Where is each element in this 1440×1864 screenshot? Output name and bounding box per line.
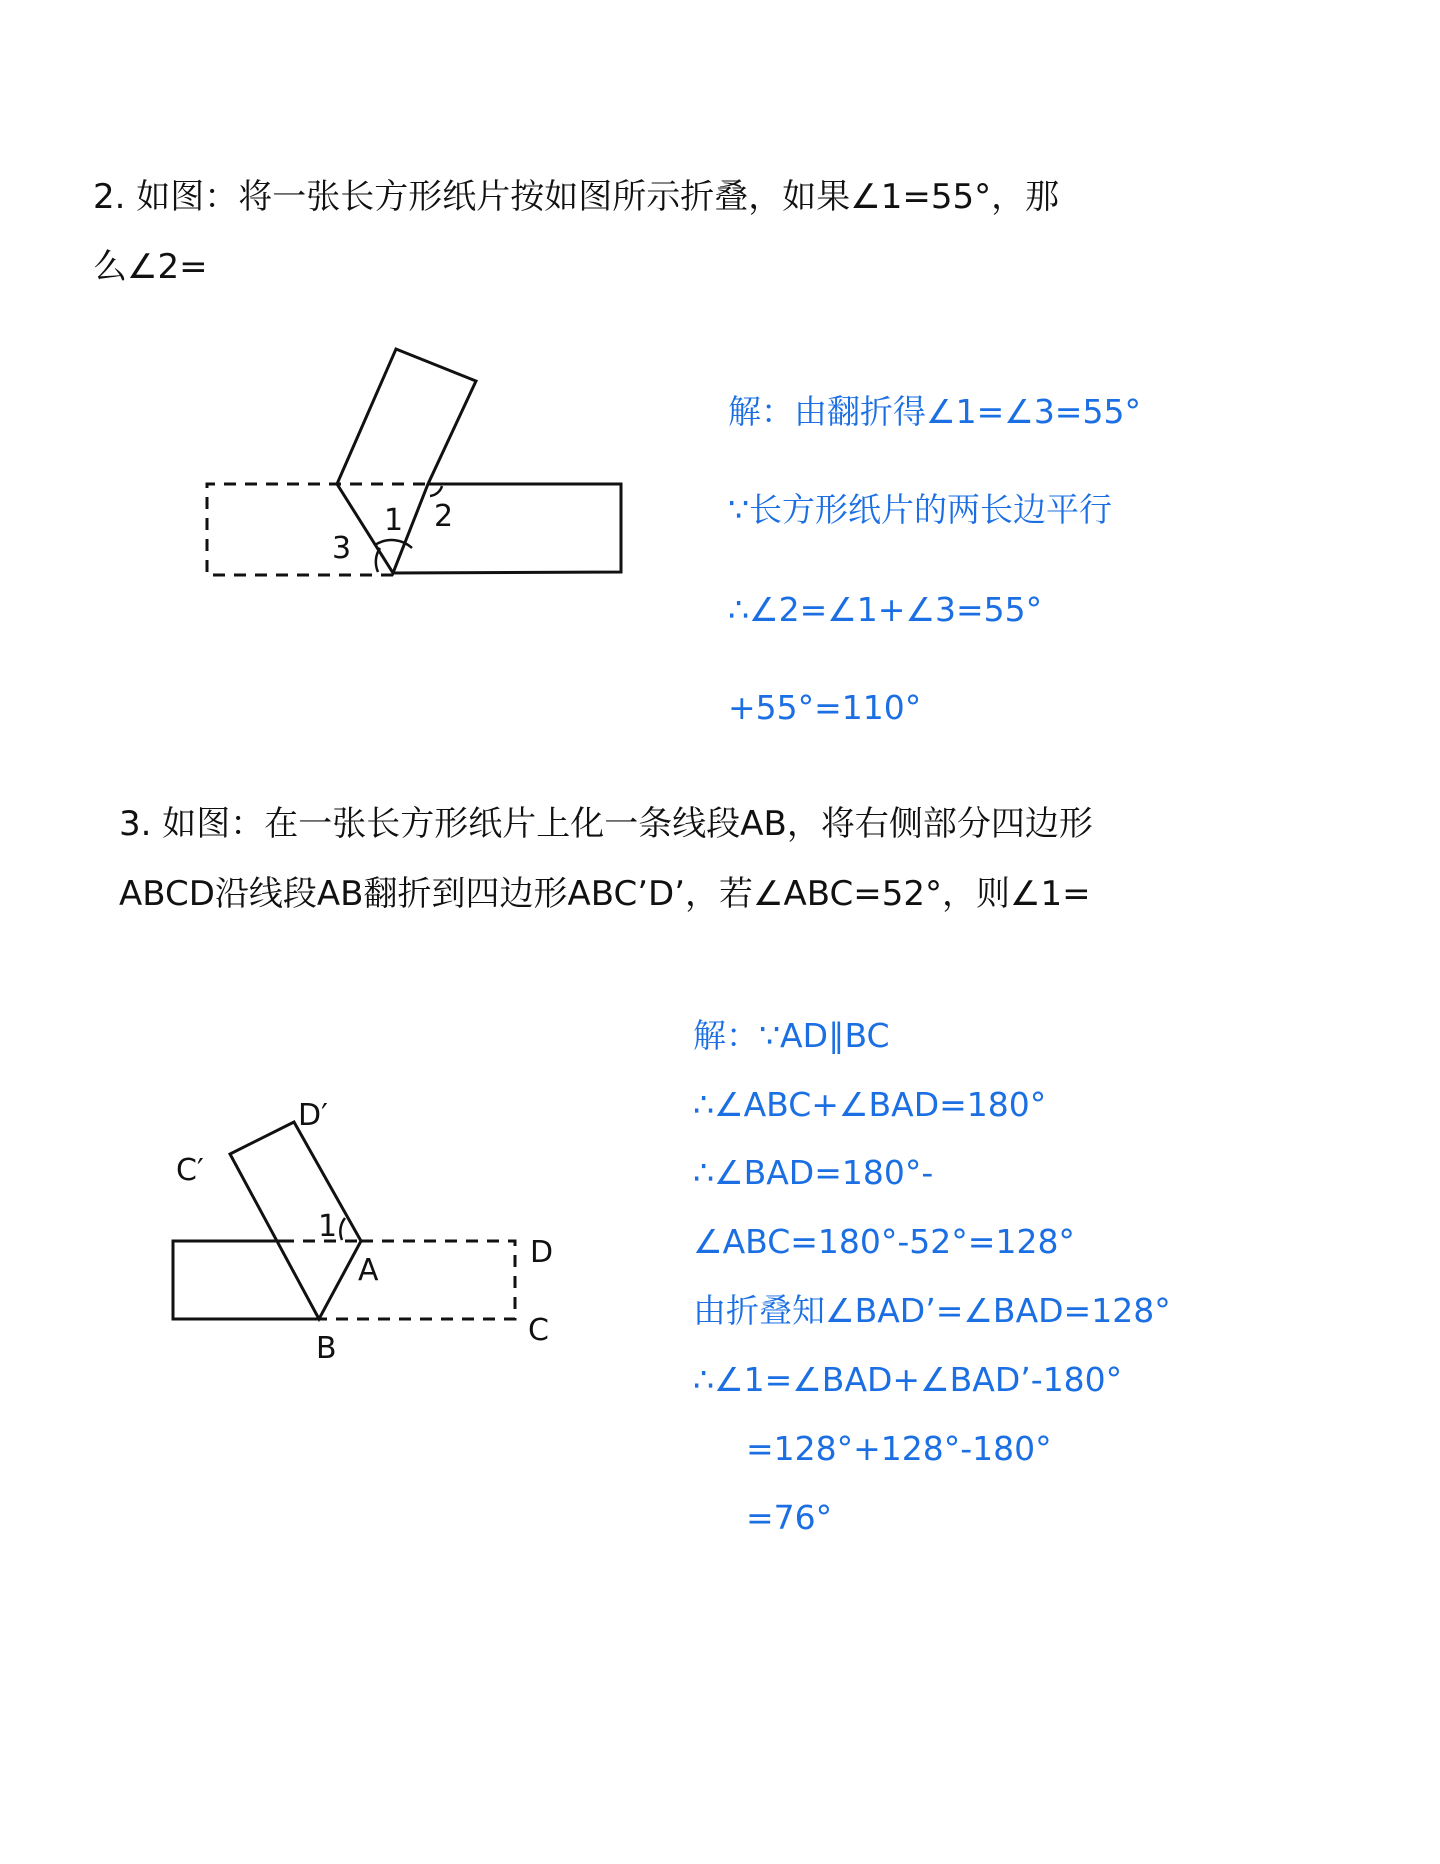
solution3-line7: =128°+128°-180° (746, 1429, 1052, 1468)
problem2-line2: 么∠2= (93, 247, 208, 287)
problem3-figure (173, 1122, 515, 1319)
folded-flap (337, 349, 476, 573)
solution3-line1: 解：∵AD∥BC (693, 1016, 890, 1055)
solution2-line3: ∴∠2=∠1+∠3=55° (728, 590, 1043, 629)
angle1-arc (340, 1218, 345, 1240)
angle1-label: 1 (384, 503, 404, 538)
paper-strip (393, 484, 621, 573)
problem3-line1: 3. 如图：在一张长方形纸片上化一条线段AB，将右侧部分四边形 (119, 804, 1093, 844)
problem3-line2: ABCD沿线段AB翻折到四边形ABC’D’，若∠ABC=52°，则∠1= (119, 874, 1091, 914)
label-c: C (528, 1313, 549, 1348)
angle2-arc (430, 486, 442, 496)
angle2-label: 2 (434, 499, 454, 534)
solution2-line1: 解：由翻折得∠1=∠3=55° (728, 392, 1141, 431)
label-d-prime: D′ (298, 1098, 328, 1133)
solution3-line4: ∠ABC=180°-52°=128° (693, 1222, 1075, 1261)
problem2-line1: 2. 如图：将一张长方形纸片按如图所示折叠，如果∠1=55°，那 (93, 177, 1060, 217)
folded-quadrilateral (230, 1122, 361, 1319)
label-b: B (316, 1331, 337, 1366)
problem2-figure (207, 349, 621, 575)
angle3-label: 3 (332, 531, 352, 566)
label-d: D (530, 1235, 554, 1270)
solution2-line2: ∵长方形纸片的两长边平行 (728, 490, 1112, 529)
solution2-line4: +55°=110° (728, 688, 922, 727)
original-position-outline (319, 1241, 515, 1319)
solution3-line8: =76° (746, 1498, 833, 1537)
solution3-line5: 由折叠知∠BAD’=∠BAD=128° (693, 1291, 1171, 1330)
label-a: A (358, 1253, 379, 1288)
solution3-line2: ∴∠ABC+∠BAD=180° (693, 1085, 1047, 1124)
solution3-line6: ∴∠1=∠BAD+∠BAD’-180° (693, 1360, 1123, 1399)
label-c-prime: C′ (176, 1153, 204, 1188)
angle1-label: 1 (318, 1209, 338, 1244)
solution3-line3: ∴∠BAD=180°- (693, 1153, 934, 1192)
